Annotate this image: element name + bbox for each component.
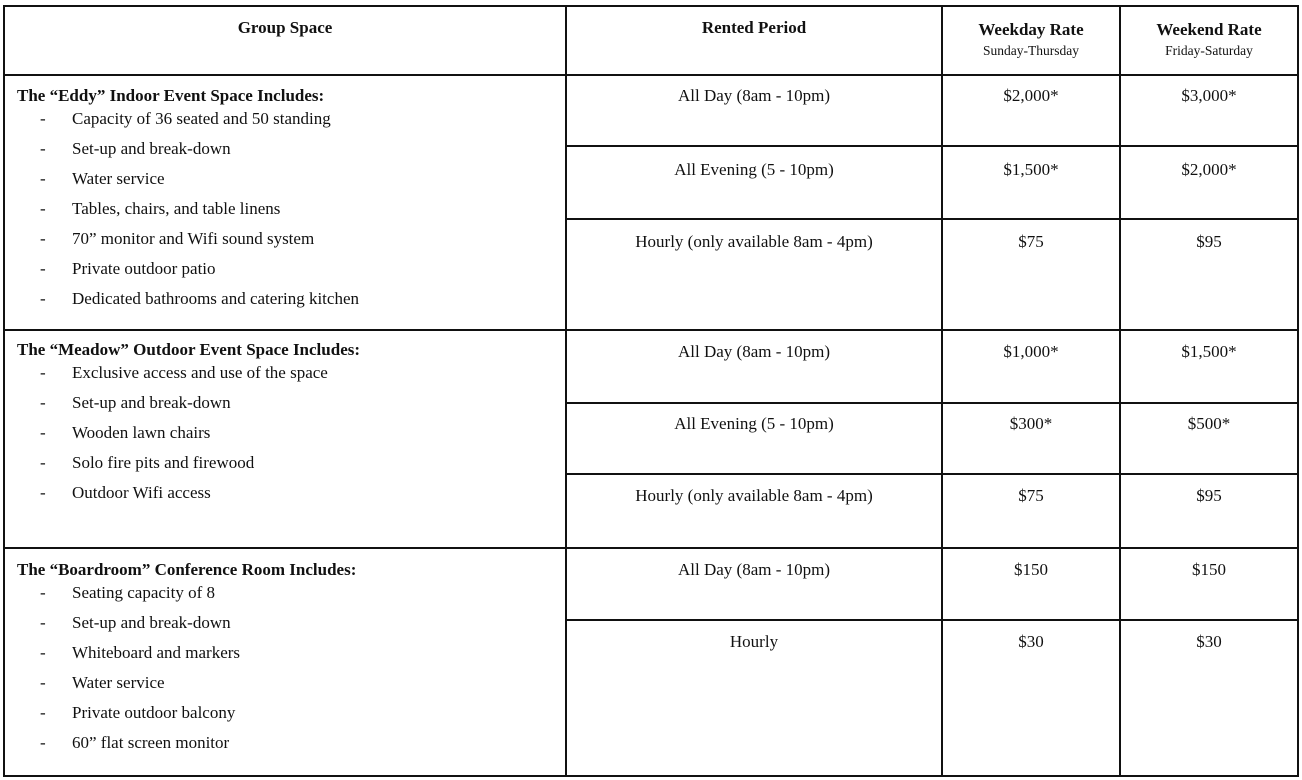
rate-period: All Day (8am - 10pm) <box>677 342 831 361</box>
row-divider <box>565 473 1299 475</box>
feature-item <box>40 612 231 634</box>
space-title: The “Eddy” Indoor Event Space Includes: <box>17 86 325 105</box>
rate-weekend: $500* <box>1187 414 1231 433</box>
rate-period: All Evening (5 - 10pm) <box>674 414 834 433</box>
header-border-bottom <box>3 74 1299 76</box>
bullet-dash: - <box>40 613 46 632</box>
feature-item <box>40 732 229 754</box>
bullet-dash: - <box>40 673 46 692</box>
rate-weekend: $95 <box>1196 486 1222 505</box>
row-divider <box>565 402 1299 404</box>
rate-weekend: $1,500* <box>1181 342 1237 361</box>
rate-weekday: $30 <box>1018 632 1044 651</box>
feature-text: 70” monitor and Wifi sound system <box>72 229 315 248</box>
rate-weekend: $3,000* <box>1181 86 1237 105</box>
table-border-top <box>3 5 1299 7</box>
feature-item <box>40 482 211 504</box>
table-border-left <box>3 5 5 777</box>
header-group-space <box>5 18 565 38</box>
feature-item <box>40 702 235 724</box>
bullet-dash: - <box>40 289 46 308</box>
feature-text: Outdoor Wifi access <box>72 483 211 502</box>
feature-item <box>40 422 210 444</box>
feature-item <box>40 198 280 220</box>
space-title: The “Boardroom” Conference Room Includes: <box>17 560 357 579</box>
table-border-col3 <box>1119 5 1121 777</box>
bullet-dash: - <box>40 483 46 502</box>
row-divider <box>565 145 1299 147</box>
row-divider <box>565 218 1299 220</box>
feature-item <box>40 582 215 604</box>
feature-text: Whiteboard and markers <box>72 643 241 662</box>
bullet-dash: - <box>40 229 46 248</box>
bullet-dash: - <box>40 139 46 158</box>
row-divider <box>565 619 1299 621</box>
rate-weekend: $150 <box>1192 560 1226 579</box>
feature-item <box>40 288 359 310</box>
feature-item <box>40 228 314 250</box>
bullet-dash: - <box>40 109 46 128</box>
header-rented-period-label: Rented Period <box>701 18 807 37</box>
feature-item <box>40 672 165 694</box>
feature-text: Water service <box>72 673 165 692</box>
feature-text: Private outdoor balcony <box>72 703 236 722</box>
header-group-space-label: Group Space <box>237 18 333 37</box>
header-weekday-rate <box>943 20 1119 59</box>
bullet-dash: - <box>40 259 46 278</box>
bullet-dash: - <box>40 169 46 188</box>
space-title: The “Meadow” Outdoor Event Space Includes: <box>17 340 361 359</box>
rate-period: All Evening (5 - 10pm) <box>674 160 834 179</box>
bullet-dash: - <box>40 583 46 602</box>
bullet-dash: - <box>40 643 46 662</box>
feature-text: Seating capacity of 8 <box>72 583 216 602</box>
feature-item <box>40 642 240 664</box>
feature-text: Private outdoor patio <box>72 259 216 278</box>
feature-text: Set-up and break-down <box>72 613 231 632</box>
bullet-dash: - <box>40 703 46 722</box>
feature-text: Capacity of 36 seated and 50 standing <box>72 109 331 128</box>
rate-weekday: $75 <box>1018 486 1044 505</box>
rate-weekday: $1,500* <box>1003 160 1059 179</box>
feature-text: Set-up and break-down <box>72 393 231 412</box>
header-rented-period <box>567 18 941 38</box>
rate-period: Hourly (only available 8am - 4pm) <box>635 232 873 251</box>
rate-weekday: $300* <box>1009 414 1053 433</box>
bullet-dash: - <box>40 423 46 442</box>
feature-text: Water service <box>72 169 165 188</box>
bullet-dash: - <box>40 453 46 472</box>
feature-text: Wooden lawn chairs <box>72 423 211 442</box>
rate-period: Hourly <box>729 632 779 651</box>
rate-weekday: $2,000* <box>1003 86 1059 105</box>
rate-weekend: $30 <box>1196 632 1222 651</box>
feature-text: Exclusive access and use of the space <box>72 363 328 382</box>
header-weekend-rate <box>1121 20 1297 59</box>
feature-text: Solo fire pits and firewood <box>72 453 255 472</box>
feature-item <box>40 392 231 414</box>
rate-weekend: $2,000* <box>1181 160 1237 179</box>
feature-text: Set-up and break-down <box>72 139 231 158</box>
section-border-2 <box>3 547 1299 549</box>
rate-period: Hourly (only available 8am - 4pm) <box>635 486 873 505</box>
feature-item <box>40 168 165 190</box>
bullet-dash: - <box>40 733 46 752</box>
feature-text: 60” flat screen monitor <box>72 733 230 752</box>
feature-item <box>40 258 216 280</box>
table-border-col1 <box>565 5 567 777</box>
rate-period: All Day (8am - 10pm) <box>677 86 831 105</box>
rate-weekday: $150 <box>1014 560 1048 579</box>
rate-weekday: $1,000* <box>1003 342 1059 361</box>
feature-item <box>40 362 328 384</box>
header-weekday-days: Sunday-Thursday <box>983 43 1079 58</box>
bullet-dash: - <box>40 199 46 218</box>
rate-period: All Day (8am - 10pm) <box>677 560 831 579</box>
bullet-dash: - <box>40 363 46 382</box>
table-border-bottom <box>3 775 1299 777</box>
section-border-1 <box>3 329 1299 331</box>
rate-weekday: $75 <box>1018 232 1044 251</box>
feature-text: Tables, chairs, and table linens <box>72 199 281 218</box>
table-border-col2 <box>941 5 943 777</box>
header-weekday-rate-label: Weekday Rate <box>978 20 1084 39</box>
header-weekend-days: Friday-Saturday <box>1165 43 1253 58</box>
bullet-dash: - <box>40 393 46 412</box>
feature-item <box>40 108 331 130</box>
feature-text: Dedicated bathrooms and catering kitchen <box>72 289 359 308</box>
rate-weekend: $95 <box>1196 232 1222 251</box>
feature-item <box>40 452 254 474</box>
table-border-right <box>1297 5 1299 777</box>
feature-item <box>40 138 231 160</box>
header-weekend-rate-label: Weekend Rate <box>1156 20 1262 39</box>
